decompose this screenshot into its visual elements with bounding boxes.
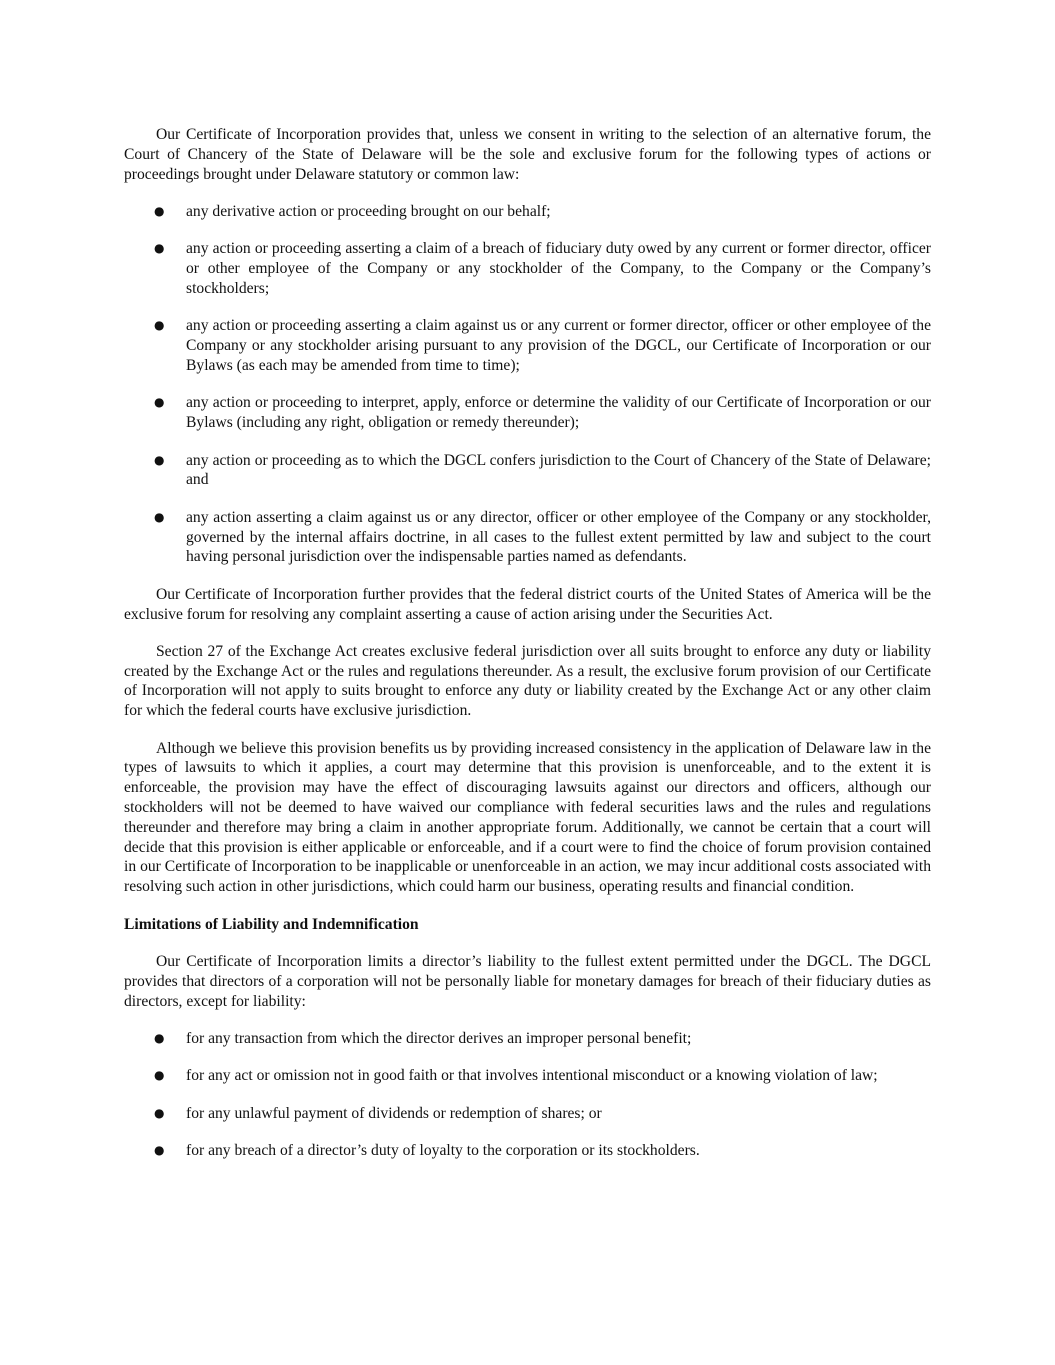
list-item-text: any action or proceeding asserting a claim against us or any current or former director, officer or other employee of the Company or any stockholder arising pursuant to any provision of the DGCL, our Certificate of Incorporation or our Bylaws (as each may be amended from time to time); xyxy=(186,317,931,374)
bullet-icon: ● xyxy=(154,395,165,410)
list-item-text: any action asserting a claim against us or any director, officer or other employee of the Company or any stockholder, governed by the internal affairs doctrine, in all cases to the fullest extent permitted by law and subject to the court having personal jurisdiction over the indispensable parties named as defendants. xyxy=(186,508,931,566)
bullet-icon: ● xyxy=(154,1143,165,1158)
list-item xyxy=(124,316,931,375)
bullet-icon: ● xyxy=(154,241,165,256)
bullet-icon: ● xyxy=(154,1105,165,1120)
liability-exception-list xyxy=(124,1029,931,1161)
bullet-icon: ● xyxy=(154,452,165,467)
bullet-icon: ● xyxy=(154,1068,165,1083)
paragraph-forum-risks: Although we believe this provision benefits us by providing increased consistency in the application of Delaware law in the types of lawsuits to which it applies, a court may determine that this provision is unenforceable, and to the extent it is enforceable, the provision may have the effect of discouraging lawsuits against our directors and officers, although our stockholders will not be deemed to have waived our compliance with federal securities laws and the rules and regulations thereunder and therefore may bring a claim in another appropriate forum. Additionally, we cannot be certain that a court will decide that this provision is either applicable or enforceable, and if a court were to find the choice of forum provision contained in our Certificate of Incorporation to be inapplicable or unenforceable in an action, we may incur additional costs associated with resolving such action in other jurisdictions, which could harm our business, operating results and financial condition. xyxy=(124,739,931,896)
list-item xyxy=(124,393,931,433)
list-item-text: for any breach of a director’s duty of loyalty to the corporation or its stockholders. xyxy=(186,1142,700,1160)
list-item-text: for any act or omission not in good faith or that involves intentional misconduct or a knowing violation of law; xyxy=(186,1067,878,1085)
list-item xyxy=(124,1066,931,1086)
paragraph-liability-intro: Our Certificate of Incorporation limits a director’s liability to the fullest extent permitted under the DGCL. The DGCL provides that directors of a corporation will not be personally liable for monetary damages for breach of their fiduciary duties as directors, except for liability: xyxy=(124,953,931,1010)
document-page xyxy=(124,125,931,1179)
list-item xyxy=(124,1141,931,1161)
list-item-text: any derivative action or proceeding brought on our behalf; xyxy=(186,202,551,220)
paragraph-securities-act: Our Certificate of Incorporation further provides that the federal district courts of the United States of America will be the exclusive forum for resolving any complaint asserting a cause of action arising under the Securities Act. xyxy=(124,585,931,623)
bullet-icon: ● xyxy=(154,203,165,218)
list-item xyxy=(124,1029,931,1049)
section-heading: Limitations of Liability and Indemnification xyxy=(124,915,419,933)
list-item-text: for any unlawful payment of dividends or redemption of shares; or xyxy=(186,1104,602,1122)
bullet-icon: ● xyxy=(154,1031,165,1046)
list-item-text: any action or proceeding asserting a claim of a breach of fiduciary duty owed by any current or former director, officer or other employee of the Company or any stockholder of the Company, to the Company or the Company’s stockholders; xyxy=(186,240,931,297)
bullet-icon: ● xyxy=(154,509,165,524)
list-item xyxy=(124,451,931,491)
list-item-text: any action or proceeding to interpret, apply, enforce or determine the validity of our Certificate of Incorporation or our Bylaws (including any right, obligation or remedy thereunder); xyxy=(186,394,931,432)
list-item xyxy=(124,202,931,222)
list-item xyxy=(124,239,931,298)
forum-action-list xyxy=(124,202,931,567)
list-item xyxy=(124,1104,931,1124)
paragraph-forum-intro: Our Certificate of Incorporation provides that, unless we consent in writing to the selection of an alternative forum, the Court of Chancery of the State of Delaware will be the sole and exclusive forum for the following types of actions or proceedings brought under Delaware statutory or common law: xyxy=(124,126,931,183)
list-item-text: any action or proceeding as to which the DGCL confers jurisdiction to the Court of Chancery of the State of Delaware; and xyxy=(186,451,931,489)
list-item xyxy=(124,508,931,567)
paragraph-exchange-act: Section 27 of the Exchange Act creates exclusive federal jurisdiction over all suits brought to enforce any duty or liability created by the Exchange Act or the rules and regulations thereunder. As a result, the exclusive forum provision of our Certificate of Incorporation will not apply to suits brought to enforce any duty or liability created by the Exchange Act or any other claim for which the federal courts have exclusive jurisdiction. xyxy=(124,642,931,720)
list-item-text: for any transaction from which the director derives an improper personal benefit; xyxy=(186,1030,692,1048)
bullet-icon: ● xyxy=(154,318,165,333)
